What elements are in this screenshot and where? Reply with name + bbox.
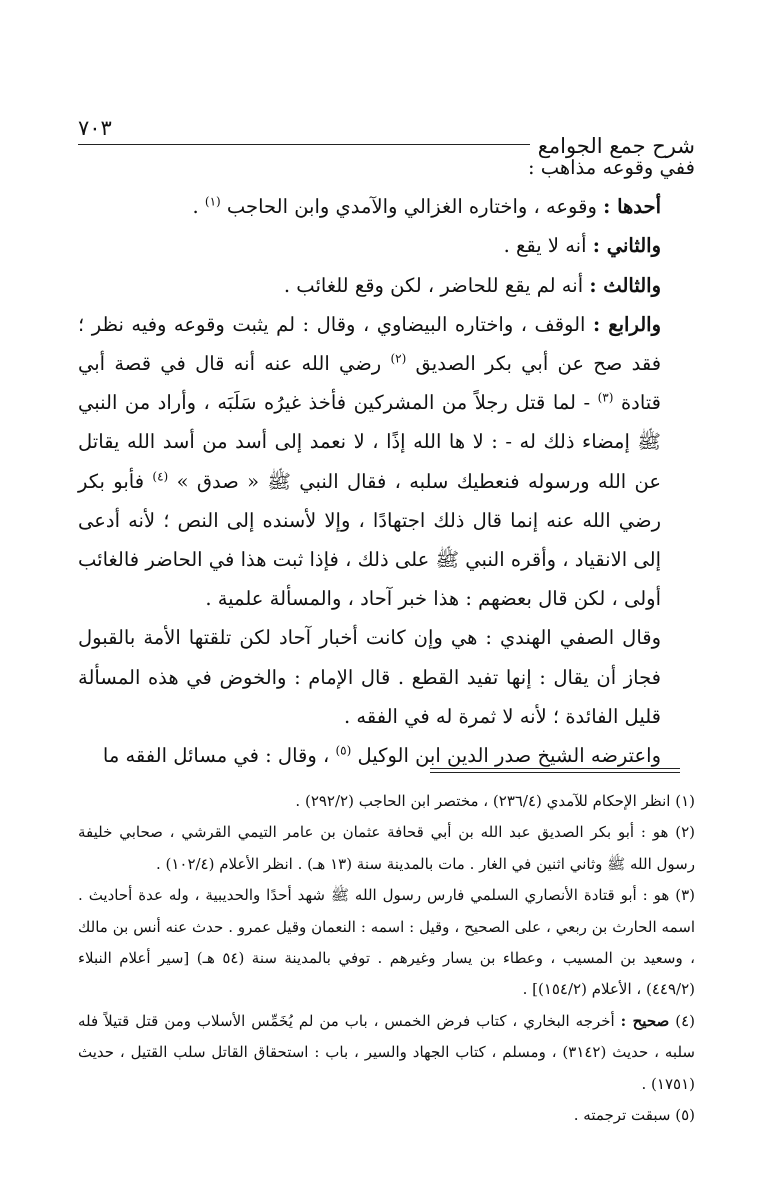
opinion-tail: . [192, 195, 199, 219]
running-header [78, 100, 695, 158]
opinion-text: فأبو بكر رضي الله عنه إنما قال ذلك اجتهادًا ، وإلا لأسنده إلى النص ؛ لأنه أدعى إلى الانقياد ، وأقره النبي ﷺ على ذلك ، فإذا ثبت هذا في الحاضر فالغائب أولى ، لكن قال بعضهم : هذا خبر آحاد ، والمسألة علمية . [78, 469, 661, 611]
footnote-number: (٤) [675, 1011, 695, 1030]
footnote-text: انظر الإحكام للآمدي (٢٣٦/٤) ، مختصر ابن الحاجب (٢٩٢/٢) . [295, 792, 671, 810]
footnote [78, 786, 695, 817]
page-number: ٧٠٣ [78, 116, 112, 140]
opinion-text: أنه لا يقع . [503, 234, 587, 258]
footnote-text: هو : أبو قتادة الأنصاري السلمي فارس رسول الله ﷺ شهد أحدًا والحديبية ، وله عدة أحاديث . اسمه الحارث بن ربعي ، على الصحيح ، وقيل : اسمه : النعمان وقيل عمرو . حدث عنه أنس بن مالك ، وسعيد بن المسيب ، وعطاء بن يسار وغيرهم . توفي بالمدينة سنة (٥٤ هـ) [سير أعلام النبلاء (٤٤٩/٢) ، الأعلام (١٥٤/٢)] . [78, 886, 695, 999]
opinion-third [78, 266, 695, 305]
footnote [78, 817, 695, 880]
footnote-ref[interactable]: (٤) [152, 469, 169, 484]
opinion-label: والرابع : [592, 312, 661, 336]
footnote-ref[interactable]: (١) [204, 194, 221, 209]
footnote-text: هو : أبو بكر الصديق عبد الله بن أبي قحافة عثمان بن عامر التيمي القرشي ، صحابي خليفة رسول الله ﷺ وثاني اثنين في الغار . مات بالمدينة سنة (١٣ هـ) . انظر الأعلام (١٠٢/٤) . [78, 823, 695, 873]
opinion-first [78, 187, 695, 226]
opinion-text: الوقف ، واختاره البيضاوي ، وقال : لم يثبت وقوعه وفيه نظر ؛ فقد صح عن أبي بكر الصديق [78, 312, 662, 376]
opinion-text: أنه لم يقع للحاضر ، لكن وقع للغائب . [283, 273, 584, 297]
footnote [78, 1100, 695, 1131]
footnote-separator [430, 768, 680, 773]
opinion-text: وقوعه ، واختاره الغزالي والآمدي وابن الحاجب [226, 195, 597, 219]
opinion-text: - لما قتل رجلاً من المشركين فأخذ غيرُه سَلَبَه ، وأراد من النبي ﷺ إمضاء ذلك له - : لا ها الله إذًا ، لا نعمد إلى أسد من أسد الله يقاتل عن الله ورسوله فنعطيك سلبه ، فقال النبي ﷺ « صدق » [78, 391, 662, 493]
intro-line: ففي وقوعه مذاهب : [527, 156, 695, 179]
main-text [78, 148, 695, 775]
opinion-label: والثالث : [589, 273, 661, 297]
footnote-text: أخرجه البخاري ، كتاب فرض الخمس ، باب من لم يُخَمِّس الأسلاب ومن قتل قتيلاً فله سلبه ، حديث (٣١٤٢) ، ومسلم ، كتاب الجهاد والسير ، باب : استحقاق القاتل سلب القتيل ، حديث (١٧٥١) . [78, 1011, 695, 1093]
opinion-fourth [78, 305, 695, 619]
opinion-text: رضي الله عنه أنه قال في قصة أبي قتادة [78, 352, 662, 415]
footnote-number: (٥) [675, 1106, 695, 1125]
footnote-number: (٣) [675, 886, 695, 905]
footnote-ref[interactable]: (٢) [390, 351, 407, 366]
footnote-number: (٢) [675, 823, 695, 842]
opinion-label: والثاني : [592, 234, 661, 258]
footnote [78, 880, 695, 1006]
footnote-number: (١) [675, 792, 695, 810]
safi-paragraph: وقال الصفي الهندي : هي وإن كانت أخبار آحاد لكن تلقتها الأمة بالقبول فجاز أن يقال : إنها تفيد القطع . قال الإمام : والخوض في هذه المسألة قليل الفائدة ؛ لأنه لا ثمرة له في الفقه . [78, 626, 661, 728]
opinion-label: أحدها : [603, 195, 661, 219]
footnote-text: سبقت ترجمته . [573, 1106, 671, 1125]
paragraph-text: واعترضه الشيخ صدر الدين ابن الوكيل [357, 744, 661, 768]
paragraph-text: ، وقال : في مسائل الفقه ما [102, 744, 330, 768]
footnote-ref[interactable]: (٥) [335, 743, 352, 758]
footnotes [78, 786, 695, 1131]
opinion-second [78, 226, 695, 265]
footnote-ref[interactable]: (٣) [597, 390, 614, 405]
running-title: شرح جمع الجوامع [530, 134, 695, 158]
footnote [78, 1006, 695, 1100]
footnote-label: صحيح : [620, 1011, 670, 1030]
